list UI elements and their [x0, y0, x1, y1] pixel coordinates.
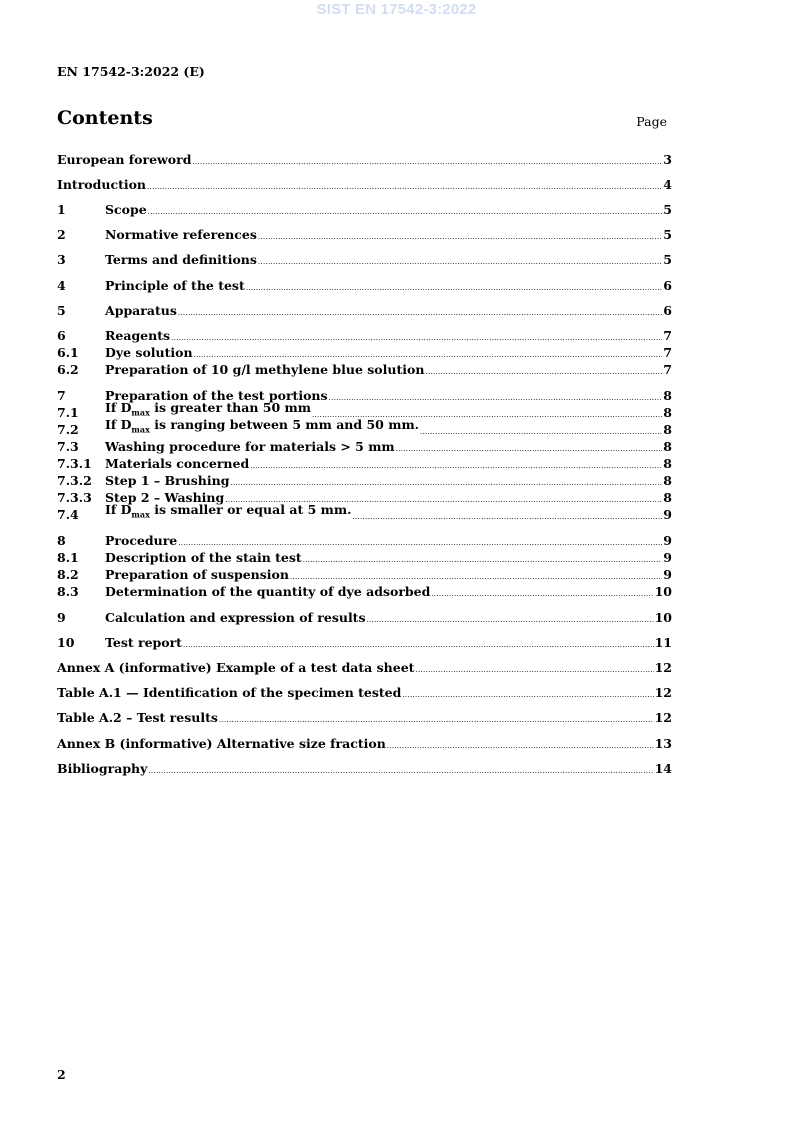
toc-entry-number: 7.3.1: [57, 456, 92, 471]
toc-entry-number: 7.2: [57, 422, 79, 437]
toc-entry-number: 7.3: [57, 439, 79, 454]
toc-entry-title: Apparatus: [105, 303, 177, 318]
toc-entry-title: Dye solution: [105, 345, 193, 360]
toc-entry-title: Bibliography: [57, 761, 148, 776]
toc-entry-page: 8: [663, 422, 672, 437]
toc-entry-page: 7: [663, 328, 672, 343]
toc-entry-title: Washing procedure for materials > 5 mm: [105, 439, 395, 454]
title-text: is greater than 50 mm: [149, 399, 311, 415]
watermark: SIST EN 17542-3:2022: [316, 1, 477, 18]
toc-entry-number: 6: [57, 328, 66, 343]
toc-entry-number: 7.3.2: [57, 473, 92, 488]
toc-entry-title: Materials concerned: [105, 456, 250, 471]
toc-entry-7-3-1[interactable]: [57, 455, 672, 472]
toc-entry-page: 8: [663, 388, 672, 403]
toc-entry-8-3[interactable]: [57, 583, 672, 600]
toc-entry-title: Step 2 – Washing: [105, 490, 225, 505]
dot-leader: [219, 714, 654, 726]
dot-leader: [192, 156, 662, 168]
toc-entry-10[interactable]: [57, 634, 672, 651]
toc-entry-page: 7: [663, 345, 672, 360]
toc-entry-title: Step 1 – Brushing: [105, 473, 230, 488]
toc-entry-title: Annex B (informative) Alternative size fraction: [57, 736, 386, 751]
title-text: is ranging between 5 mm and 50 mm.: [149, 416, 420, 432]
toc-entry-title: [105, 416, 419, 439]
toc-entry-title: Annex A (informative) Example of a test data sheet: [57, 660, 415, 675]
dot-leader: [194, 349, 663, 361]
toc-entry-page: 5: [663, 202, 672, 217]
toc-entry-annex-b[interactable]: [57, 735, 672, 752]
dot-leader: [246, 282, 663, 294]
page-number: 2: [57, 1067, 66, 1082]
dot-leader: [290, 571, 662, 583]
toc-entry-table-a2[interactable]: [57, 709, 672, 726]
toc-entry-title: Determination of the quantity of dye adsorbed: [105, 584, 431, 599]
toc-entry-title: Test report: [105, 635, 182, 650]
dot-leader: [425, 366, 662, 378]
toc-entry-page: 9: [663, 550, 672, 565]
toc-entry-page: 8: [663, 473, 672, 488]
toc-entry-page: 3: [663, 152, 672, 167]
toc-entry-1[interactable]: [57, 201, 672, 218]
toc-entry-introduction[interactable]: [57, 176, 672, 193]
toc-entry-page: 8: [663, 405, 672, 420]
dot-leader: [303, 554, 663, 566]
toc-entry-annex-a[interactable]: [57, 659, 672, 676]
dot-leader: [148, 765, 653, 777]
toc-entry-3[interactable]: [57, 251, 672, 268]
toc-entry-page: 8: [663, 490, 672, 505]
toc-entry-page: 8: [663, 439, 672, 454]
toc-entry-7-4[interactable]: [57, 501, 672, 523]
dot-leader: [396, 443, 663, 455]
dot-leader: [420, 426, 662, 438]
toc-entry-number: 5: [57, 303, 66, 318]
toc-entry-page: 5: [663, 252, 672, 267]
toc-entry-number: 7: [57, 388, 66, 403]
page-column-label: Page: [636, 114, 667, 129]
toc-entry-7-3-2[interactable]: [57, 472, 672, 489]
toc-entry-number: 9: [57, 610, 66, 625]
subscript-max: max: [131, 509, 150, 519]
toc-entry-number: 2: [57, 227, 66, 242]
toc-entry-page: 6: [663, 303, 672, 318]
toc-entry-number: 8.1: [57, 550, 79, 565]
toc-entry-title: Reagents: [105, 328, 171, 343]
toc-entry-page: 10: [654, 584, 672, 599]
toc-entry-number: 4: [57, 278, 66, 293]
toc-entry-title: Table A.2 – Test results: [57, 710, 218, 725]
toc-entry-page: 9: [663, 533, 672, 548]
title-text: If D: [105, 501, 132, 517]
toc-entry-table-a1[interactable]: [57, 684, 672, 701]
dot-leader: [250, 460, 662, 472]
dot-leader: [258, 256, 662, 268]
toc-entry-title: [105, 501, 351, 524]
toc-entry-9[interactable]: [57, 609, 672, 626]
toc-entry-7-2[interactable]: [57, 416, 672, 438]
toc-entry-page: 9: [663, 567, 672, 582]
toc-entry-title: Principle of the test: [105, 278, 245, 293]
toc-entry-page: 13: [654, 736, 672, 751]
toc-entry-number: 7.3.3: [57, 490, 92, 505]
toc-entry-title: Preparation of suspension: [105, 567, 289, 582]
contents-heading: Contents: [57, 107, 153, 129]
dot-leader: [402, 689, 653, 701]
toc-entry-title: Terms and definitions: [105, 252, 257, 267]
dot-leader: [183, 639, 654, 651]
dot-leader: [258, 231, 662, 243]
dot-leader: [178, 537, 662, 549]
toc-entry-number: 3: [57, 252, 66, 267]
dot-leader: [148, 206, 663, 218]
toc-entry-bibliography[interactable]: [57, 760, 672, 777]
toc-entry-page: 7: [663, 362, 672, 377]
toc-entry-page: 11: [654, 635, 672, 650]
toc-entry-page: 4: [663, 177, 672, 192]
toc-entry-title: Scope: [105, 202, 147, 217]
toc-entry-8[interactable]: [57, 532, 672, 549]
toc-entry-number: 10: [57, 635, 75, 650]
toc-entry-title: Preparation of the test portions: [105, 388, 328, 403]
toc-entry-6-2[interactable]: [57, 361, 672, 378]
toc-entry-title: Introduction: [57, 177, 147, 192]
toc-entry-page: 8: [663, 456, 672, 471]
toc-entry-2[interactable]: [57, 226, 672, 243]
subscript-max: max: [131, 424, 150, 434]
toc-entry-4[interactable]: [57, 277, 672, 294]
toc-entry-page: 6: [663, 278, 672, 293]
dot-leader: [367, 614, 654, 626]
toc-entry-number: 8: [57, 533, 66, 548]
toc-entry-number: 6.2: [57, 362, 79, 377]
toc-entry-page: 14: [654, 761, 672, 776]
dot-leader: [431, 588, 653, 600]
toc-entry-title: Calculation and expression of results: [105, 610, 366, 625]
toc-entry-number: 7.4: [57, 507, 79, 522]
toc-entry-european-foreword[interactable]: [57, 151, 672, 168]
toc-entry-number: 6.1: [57, 345, 79, 360]
toc-entry-page: 12: [654, 685, 672, 700]
dot-leader: [415, 664, 653, 676]
title-text: If D: [105, 416, 132, 432]
toc-entry-page: 12: [654, 660, 672, 675]
toc-entry-title: European foreword: [57, 152, 192, 167]
toc-entry-7-3[interactable]: [57, 438, 672, 455]
toc-entry-8-2[interactable]: [57, 566, 672, 583]
title-text: If D: [105, 399, 132, 415]
toc-entry-number: 1: [57, 202, 66, 217]
dot-leader: [387, 740, 654, 752]
toc-entry-page: 10: [654, 610, 672, 625]
toc-entry-page: 12: [654, 710, 672, 725]
dot-leader: [230, 477, 662, 489]
dot-leader: [178, 307, 662, 319]
toc-entry-number: 8.3: [57, 584, 79, 599]
subscript-max: max: [131, 407, 150, 417]
toc-entry-page: 5: [663, 227, 672, 242]
toc-entry-number: 7.1: [57, 405, 79, 420]
toc-entry-5[interactable]: [57, 302, 672, 319]
toc-entry-page: 9: [663, 507, 672, 522]
toc-entry-title: Preparation of 10 g/l methylene blue solution: [105, 362, 425, 377]
toc-entry-8-1[interactable]: [57, 549, 672, 566]
dot-leader: [147, 181, 662, 193]
toc-entry-number: 8.2: [57, 567, 79, 582]
document-identifier: EN 17542-3:2022 (E): [57, 64, 205, 79]
toc-entry-title: Table A.1 — Identification of the specimen tested: [57, 685, 402, 700]
toc-entry-title: Normative references: [105, 227, 257, 242]
toc-entry-6[interactable]: [57, 327, 672, 344]
title-text: is smaller or equal at 5 mm.: [149, 501, 352, 517]
toc-entry-title: Procedure: [105, 533, 178, 548]
toc-entry-title: Description of the stain test: [105, 550, 302, 565]
dot-leader: [329, 392, 663, 404]
dot-leader: [171, 332, 662, 344]
toc-entry-6-1[interactable]: [57, 344, 672, 361]
dot-leader: [352, 511, 662, 523]
